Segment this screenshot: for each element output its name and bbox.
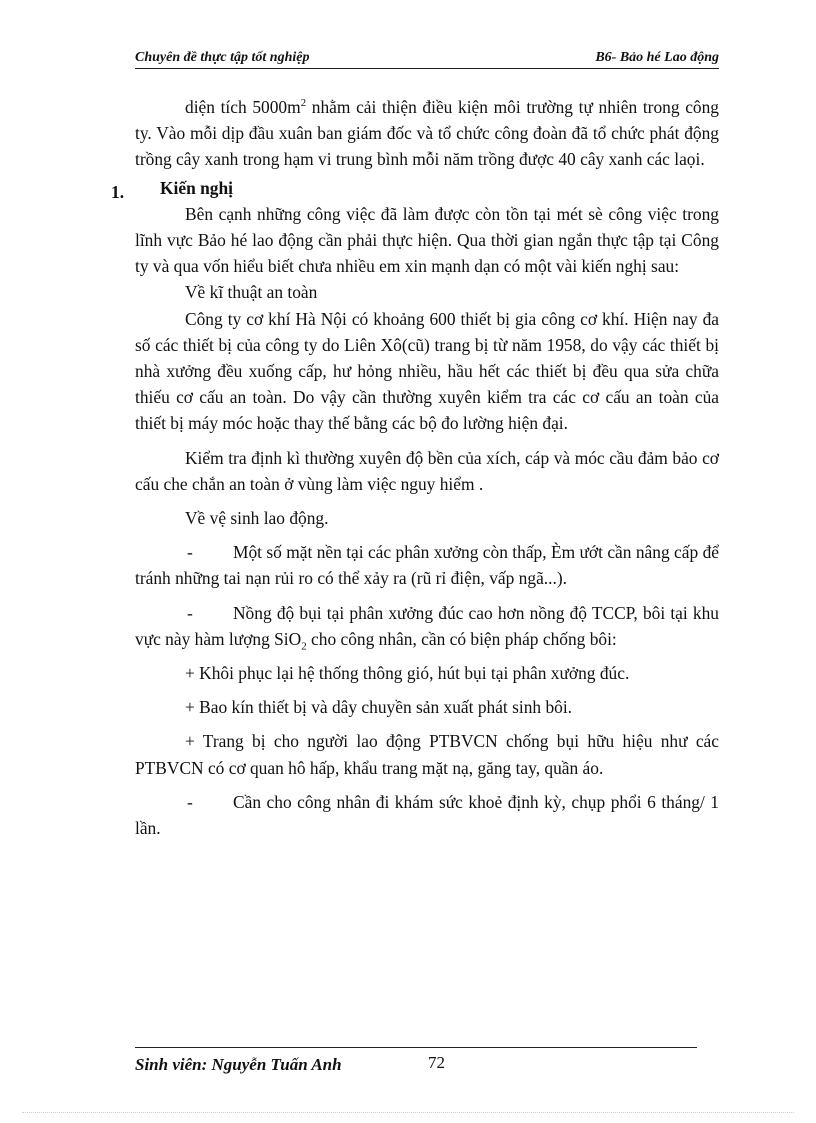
list-item xyxy=(135,600,719,652)
page-bottom-border xyxy=(22,1112,794,1113)
subheading-hygiene: Về vệ sinh lao động. xyxy=(185,508,329,529)
list-item-text: Cần cho công nhân đi khám sức khoẻ định kỳ, chụp phổi 6 tháng/ 1 lần. xyxy=(135,791,719,839)
list-item-text: cho công nhân, cần có biện pháp chống bôi: xyxy=(306,628,617,649)
dash-bullet: - xyxy=(187,542,193,563)
plus-item: + Bao kín thiết bị và dây chuyền sản xuất phát sinh bôi. xyxy=(185,697,573,718)
paragraph-text: diện tích 5000m xyxy=(185,97,301,117)
section-heading xyxy=(111,175,719,202)
dash-bullet: - xyxy=(187,791,193,812)
page-number: 72 xyxy=(428,1053,445,1072)
plus-item: + Trang bị cho người lao động PTBVCN chống bụi hữu hiệu như các PTBVCN có cơ quan hô hấp, khẩu trang mặt nạ, găng tay, quần áo. xyxy=(135,731,719,778)
paragraph-intro: Bên cạnh những công việc đã làm được còn tồn tại mét sè công việc trong lĩnh vực Bảo hé lao động cần phải thực hiện. Qua thời gian ngắn thực tập tại Công ty và qua vốn hiểu biết chưa nhiều em xin mạnh dạn có một vài kiến nghị sau: xyxy=(135,203,719,277)
paragraph-inspection: Kiểm tra định kì thường xuyên độ bền của xích, cáp và móc cầu đảm bảo cơ cấu che chắn an toàn ở vùng làm việc nguy hiểm . xyxy=(135,447,719,494)
header-document-title: Chuyên đề thực tập tốt nghiệp xyxy=(135,50,310,65)
paragraph-equipment: Công ty cơ khí Hà Nội có khoảng 600 thiết bị gia công cơ khí. Hiện nay đa số các thiết bị của công ty do Liên Xô(cũ) trang bị từ năm 1958, do vậy các thiết bị nhà xưởng đều xuống cấp, hư hỏng nhiều, hầu hết các thiết bị đều qua sửa chữa thiếu cơ cấu an toàn. Do vậy cần thường xuyên kiểm tra các cơ cấu an toàn của thiết bị máy móc hoặc thay thế bằng các bộ đo lường hiện đại. xyxy=(135,308,719,434)
subscript: 2 xyxy=(301,640,307,653)
list-item-text: Nồng độ bụi tại phân xưởng đúc cao hơn nồng độ TCCP, bôi tại khu vực này hàm lượng SiO xyxy=(135,602,719,649)
page-footer xyxy=(135,1047,697,1074)
list-item xyxy=(135,789,719,841)
paragraph-area-planting xyxy=(135,94,719,173)
page-header xyxy=(135,50,719,69)
page-body xyxy=(111,94,719,841)
list-item xyxy=(135,539,719,591)
list-item-text: Một số mặt nền tại các phân xưởng còn thấp, Èm ướt cần nâng cấp để tránh những tai nạn rủi ro có thể xảy ra (rũ rỉ điện, vấp ngã...). xyxy=(135,542,719,589)
plus-item: + Khôi phục lại hệ thống thông gió, hút bụi tại phân xưởng đúc. xyxy=(185,663,630,684)
subheading-safety: Về kĩ thuật an toàn xyxy=(185,282,318,303)
section-title: Kiến nghị xyxy=(160,177,233,198)
dash-bullet: - xyxy=(187,602,193,623)
section-number: 1. xyxy=(111,181,125,202)
header-section-title: B6- Bảo hé Lao động xyxy=(595,50,719,65)
paragraph-text: nhằm cải thiện điều kiện môi trường tự nhiên trong công ty. Vào mỗi dịp đầu xuân ban giám đốc và tổ chức công đoàn đã tổ chức phát động trồng cây xanh trong hạm vi trung bình mỗi năm trồng được 40 cây xanh các laọi. xyxy=(135,97,719,170)
footer-student-name: Sinh viên: Nguyễn Tuấn Anh xyxy=(135,1055,342,1074)
superscript: 2 xyxy=(300,97,307,110)
